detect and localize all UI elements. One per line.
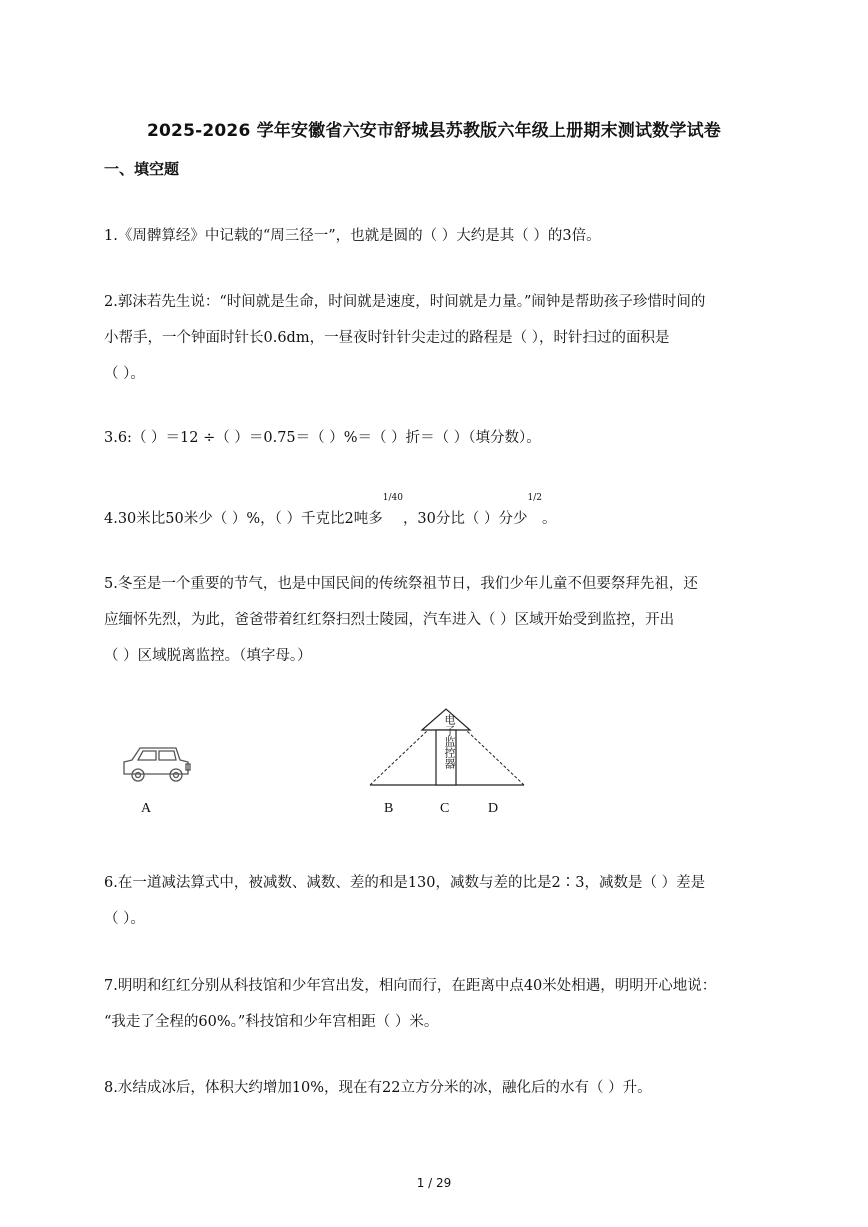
q4-fraction-1: 1/40 [382,493,403,503]
q4-part-c: 。 [541,511,557,527]
question-5-line-3: （ ）区域脱离监控。（填字母。） [104,648,312,664]
q4-part-b: ，30分比（ ）分少 [402,511,528,527]
car-icon [118,738,198,788]
question-5-line-1: 5.冬至是一个重要的节气，也是中国民间的传统祭祖节日，我们少年儿童不但要祭拜先祖，还 [104,576,698,592]
question-7-line-2: “我走了全程的60%。”科技馆和少年宫相距（ ）米。 [104,1014,439,1030]
label-d: D [488,801,499,816]
question-2-line-2: 小帮手，一个钟面时针长0.6dm，一昼夜时针针尖走过的路程是（ ），时针扫过的面积是 [104,330,670,346]
question-5 [104,566,768,674]
label-c: C [440,801,450,816]
section-heading: 一、填空题 [104,160,180,178]
label-b: B [384,801,394,816]
question-2-line-3: （ ）。 [104,366,145,382]
question-1-text: 1.《周髀算经》中记载的“周三径一”，也就是圆的（ ）大约是其（ ）的3倍。 [104,228,601,244]
question-2 [104,284,768,392]
question-8 [104,1070,768,1106]
question-2-line-1: 2.郭沫若先生说：“时间就是生命，时间就是速度，时间就是力量。”闹钟是帮助孩子珍惜时间的 [104,294,706,310]
question-6 [104,865,768,937]
question-3-text: 3.6:（ ）＝12 ÷（ ）＝0.75＝（ ）%＝（ ）折＝（ ）（填分数）。 [104,430,541,446]
question-4 [104,493,768,537]
question-6-line-1: 6.在一道减法算式中，被减数、减数、差的和是130，减数与差的比是2∶3，减数是（ ）差是 [104,875,706,891]
q4-part-a: 4.30米比50米少（ ）%，（ ）千克比2吨多 [104,511,383,527]
q4-fraction-2: 1/2 [527,493,542,503]
question-1 [104,218,768,254]
question-4-text [104,493,768,537]
question-3 [104,420,768,456]
pole-label: 电子监控器 [443,714,456,769]
question-8-text: 8.水结成冰后，体积大约增加10%，现在有22立方分米的冰，融化后的水有（ ）升。 [104,1080,652,1096]
question-6-line-2: （ ）。 [104,911,145,927]
page-number: 1 / 29 [416,1176,452,1190]
question-5-line-2: 应缅怀先烈，为此，爸爸带着红红祭扫烈士陵园，汽车进入（ ）区域开始受到监控，开出 [104,612,675,628]
label-a: A [141,801,152,816]
question-7 [104,968,768,1040]
page-title: 2025-2026 学年安徽省六安市舒城县苏教版六年级上册期末测试数学试卷 [146,121,721,141]
question-7-line-1: 7.明明和红红分别从科技馆和少年宫出发，相向而行，在距离中点40米处相遇，明明开心地说： [104,978,717,994]
